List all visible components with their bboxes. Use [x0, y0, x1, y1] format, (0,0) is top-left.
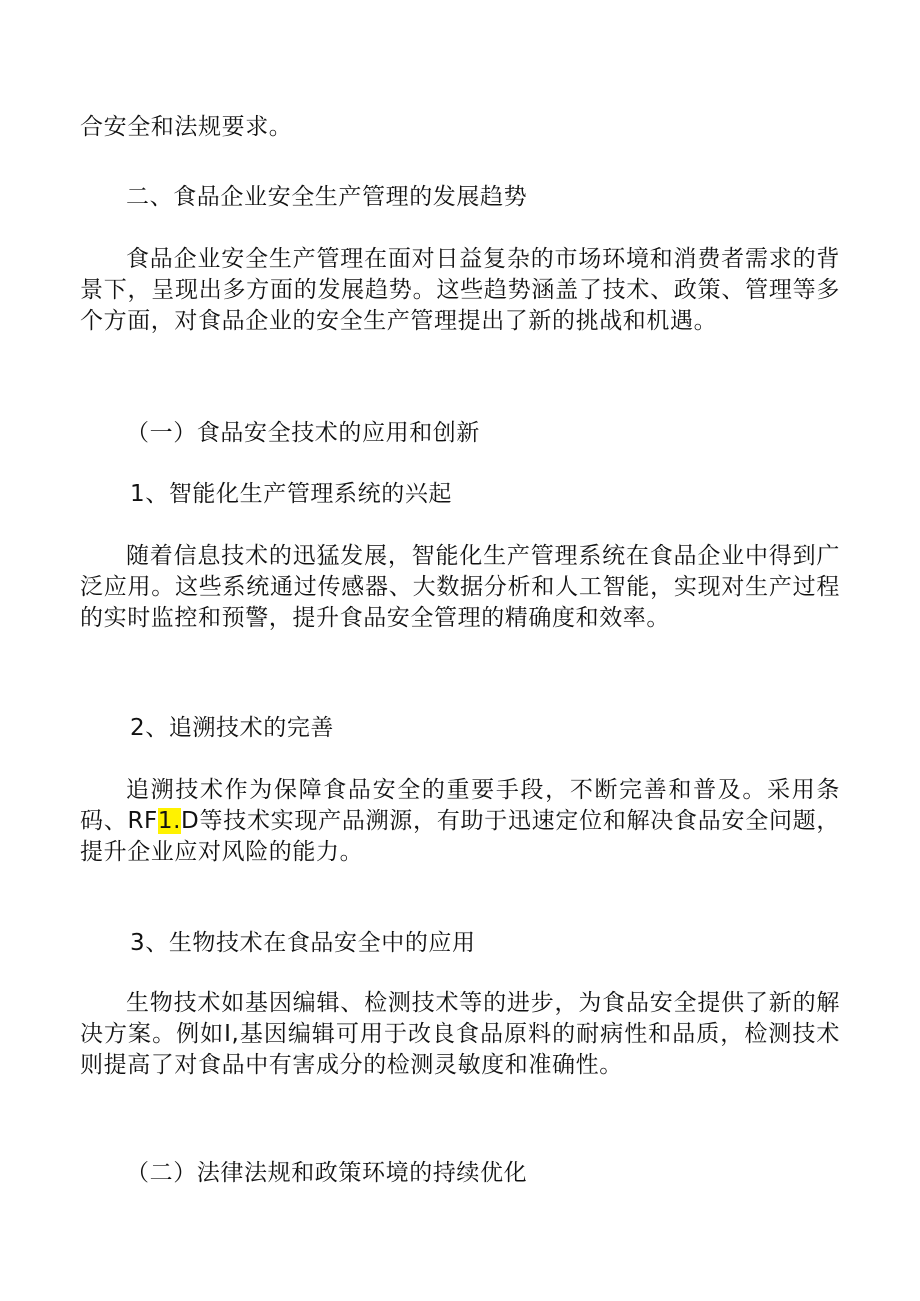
paragraph-item-2 — [80, 775, 840, 868]
paragraph-intro: 食品企业安全生产管理在面对日益复杂的市场环境和消费者需求的背景下，呈现出多方面的发展趋势。这些趋势涵盖了技术、政策、管理等多个方面，对食品企业的安全生产管理提出了新的挑战和机遇。 — [80, 246, 840, 334]
subsection-heading-2: （二）法律法规和政策环境的持续优化 — [126, 1160, 528, 1186]
item-heading-3: 3、生物技术在食品安全中的应用 — [130, 930, 476, 956]
paragraph-item-1: 随着信息技术的迅猛发展，智能化生产管理系统在食品企业中得到广泛应用。这些系统通过传感器、大数据分析和人工智能，实现对生产过程的实时监控和预警，提升食品安全管理的精确度和效率。 — [80, 543, 840, 631]
paragraph-item-2-line-1: 追溯技术作为保障食品安全的重要手段，不断完善和普及。采用条码、 — [80, 777, 840, 834]
item-heading-2: 2、追溯技术的完善 — [130, 715, 335, 741]
highlighted-text: 1. — [157, 808, 182, 834]
subsection-heading-1: （一）食品安全技术的应用和创新 — [126, 420, 480, 446]
paragraph-continuation: 合安全和法规要求。 — [80, 114, 293, 140]
paragraph-item-2-rest: D等技术实现产品溯源，有助于迅速定位和解决食品安全问题，提升企业应对风险的能力。 — [80, 808, 841, 865]
section-heading-2: 二、食品企业安全生产管理的发展趋势 — [126, 184, 528, 210]
item-heading-1: 1、智能化生产管理系统的兴起 — [130, 481, 453, 507]
rfid-prefix: RF — [127, 808, 158, 834]
paragraph-item-3: 生物技术如基因编辑、检测技术等的进步，为食品安全提供了新的解决方案。例如I,基因编辑可用于改良食品原料的耐病性和品质，检测技术则提高了对食品中有害成分的检测灵敏度和准确性。 — [80, 990, 840, 1078]
